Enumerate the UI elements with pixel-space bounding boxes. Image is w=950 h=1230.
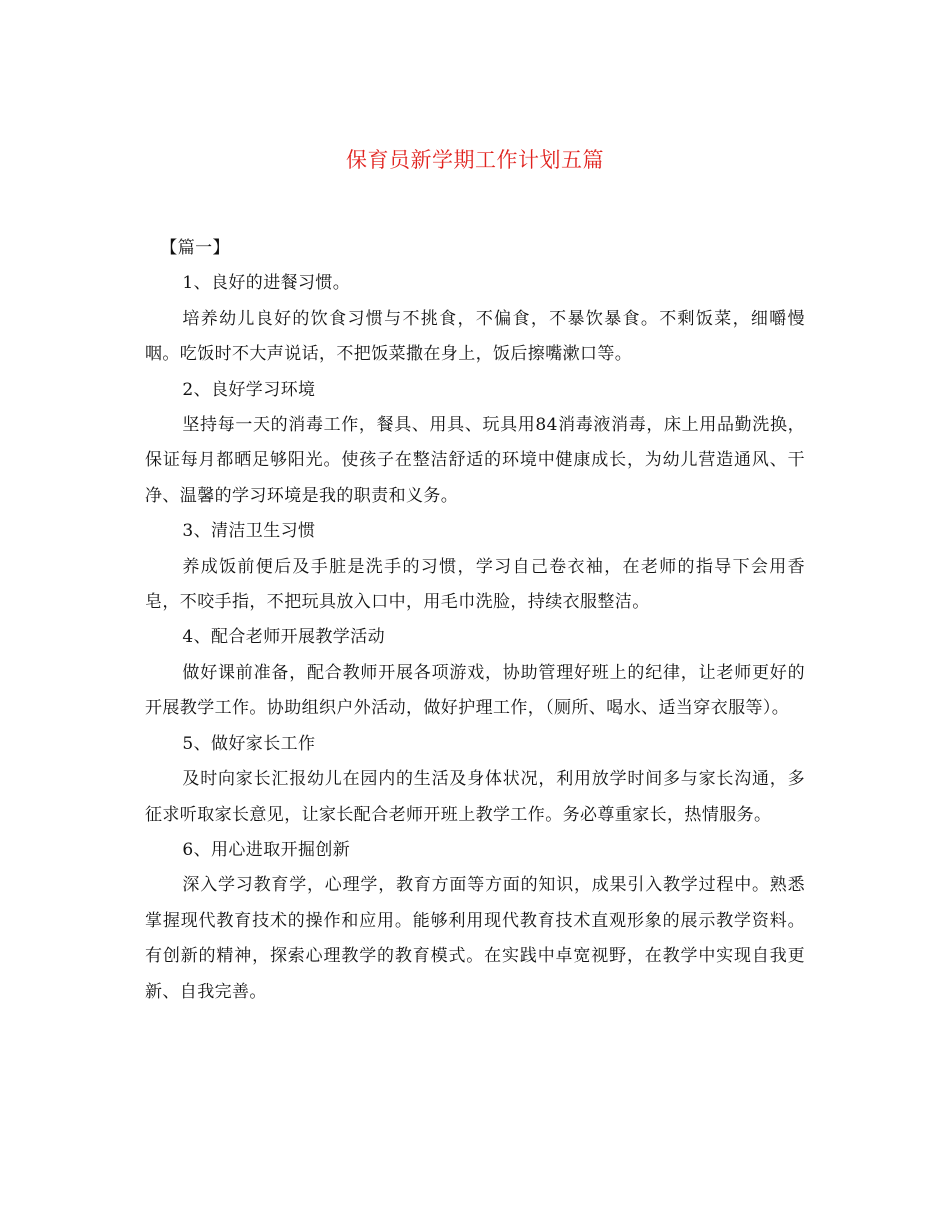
- item-text-1: 培养幼儿良好的饮食习惯与不挑食，不偏食，不暴饮暴食。不剩饭菜，细嚼慢咽。吃饭时不大声说话，不把饭菜撒在身上，饭后擦嘴漱口等。: [145, 308, 805, 365]
- item-heading-2: 2、良好学习环境: [182, 379, 316, 400]
- document-body: [145, 231, 805, 1010]
- item-text-4: 做好课前准备，配合教师开展各项游戏，协助管理好班上的纪律，让老师更好的开展教学工作。协助组织户外活动，做好护理工作，（厕所、喝水、适当穿衣服等）。: [145, 662, 805, 719]
- item-heading-5: 5、做好家长工作: [182, 733, 316, 754]
- item-text-2: 坚持每一天的消毒工作，餐具、用具、玩具用84消毒液消毒，床上用品勤洗换，保证每月都晒足够阳光。使孩子在整洁舒适的环境中健康成长，为幼儿营造通风、干净、温馨的学习环境是我的职责和义务。: [145, 415, 805, 506]
- item-heading-1: 1、良好的进餐习惯。: [182, 273, 351, 294]
- item-heading-6: 6、用心进取开掘创新: [182, 839, 351, 860]
- item-text-5: 及时向家长汇报幼儿在园内的生活及身体状况，利用放学时间多与家长沟通，多征求听取家长意见，让家长配合老师开班上教学工作。务必尊重家长，热情服务。: [145, 769, 805, 825]
- section-label: 【篇一】: [160, 238, 230, 258]
- document-title: 保育员新学期工作计划五篇: [346, 148, 604, 172]
- item-heading-3: 3、清洁卫生习惯: [182, 521, 316, 542]
- item-heading-4: 4、配合老师开展教学活动: [182, 627, 386, 648]
- item-text-6: 深入学习教育学，心理学，教育方面等方面的知识，成果引入教学过程中。熟悉掌握现代教育技术的操作和应用。能够利用现代教育技术直观形象的展示教学资料。有创新的精神，探索心理教学的教育模式。在实践中卓宽视野，在教学中实现自我更新、自我完善。: [145, 875, 805, 1002]
- item-text-3: 养成饭前便后及手脏是洗手的习惯，学习自己卷衣袖，在老师的指导下会用香皂，不咬手指，不把玩具放入口中，用毛巾洗脸，持续衣服整洁。: [145, 556, 805, 613]
